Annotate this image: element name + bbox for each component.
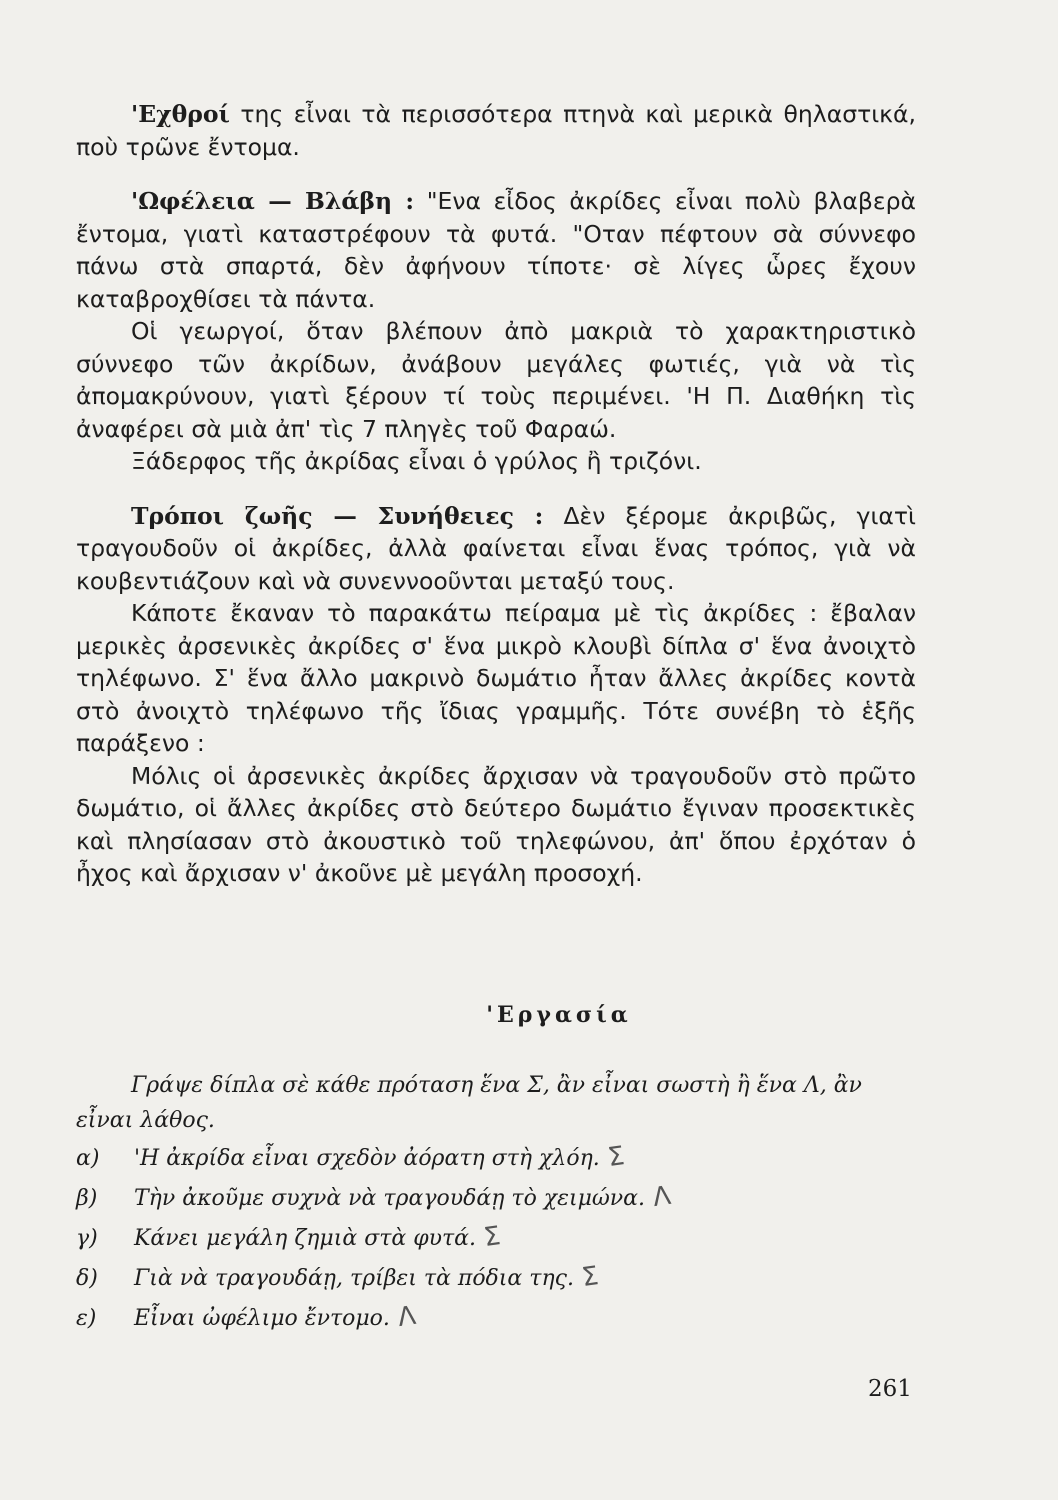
paragraph-result: Μόλις οἱ ἀρσενικὲς ἀκρίδες ἄρχισαν νὰ τραγουδοῦν στὸ πρῶτο δωμάτιο, οἱ ἄλλες ἀκρίδες στὸ δεύτερο δωμάτιο ἔγιναν προσεκτικὲς καὶ πλησίασαν στὸ ἀκουστικὸ τοῦ τηλεφώνου, ἀπ' ὅπου ἐρχόταν ὁ ἦχος καὶ ἄρχισαν ν' ἀκοῦνε μὲ μεγάλη προσοχή. [76, 761, 916, 887]
heading-enemies: 'Εχθροί [131, 100, 230, 128]
item-text: Κάνει μεγάλη ζημιὰ στὰ φυτά. [134, 1226, 477, 1251]
paragraph-benefit-harm [76, 185, 916, 315]
item-text: Τὴν ἀκοῦμε συχνὰ νὰ τραγουδάῃ τὸ χειμώνα. [134, 1186, 646, 1211]
exercise-item [76, 1138, 926, 1178]
handwritten-mark: Σ [605, 1141, 627, 1174]
paragraph-farmers: Οἱ γεωργοί, ὅταν βλέπουν ἀπὸ μακριὰ τὸ χαρακτηριστικὸ σύννεφο τῶν ἀκρίδων, ἀνάβουν μεγάλες φωτιές, γιὰ νὰ τὶς ἀπομακρύνουν, γιατὶ ξέρουν τί τοὺς περιμένει. 'Η Π. Διαθήκη τὶς ἀναφέρει σὰ μιὰ ἀπ' τὶς 7 πληγὲς τοῦ Φαραώ. [76, 317, 916, 443]
exercise-block [76, 1068, 926, 1338]
body-text [76, 98, 916, 890]
text-benefit-harm: "Ενα εἶδος ἀκρίδες εἶναι πολὺ βλαβερὰ ἔντομα, γιατὶ καταστρέφουν τὰ φυτά. "Οταν πέφτουν σὰ σύννεφο πάνω στὰ σπαρτά, δὲν ἀφήνουν τίποτε· σὲ λίγες ὧρες ἔχουν καταβροχθίσει τὰ πάντα. [76, 187, 917, 313]
exercise-title: 'Εργασία [486, 1002, 632, 1028]
item-label: γ) [76, 1226, 98, 1251]
handwritten-mark: Σ [481, 1221, 503, 1254]
page-number: 261 [868, 1376, 912, 1402]
paragraph-habits [76, 500, 916, 598]
heading-habits: Τρόποι ζωῆς — Συνήθειες : [131, 501, 544, 530]
handwritten-mark: Λ [395, 1300, 418, 1334]
item-text: 'Η ἀκρίδα εἶναι σχεδὸν ἀόρατη στὴ χλόη. [134, 1146, 600, 1171]
handwritten-mark: Λ [650, 1180, 673, 1214]
item-label: δ) [76, 1266, 98, 1291]
text-habits: Δὲν ξέρομε ἀκριβῶς, γιατὶ τραγουδοῦν οἱ ἀκρίδες, ἀλλὰ φαίνεται εἶναι ἕνας τρόπος, γιὰ νὰ κουβεντιάζουν καὶ νὰ συνεννοοῦνται μεταξύ τους. [76, 501, 916, 595]
exercise-instruction: Γράψε δίπλα σὲ κάθε πρόταση ἕνα Σ, ἂν εἶναι σωστὴ ἢ ἕνα Λ, ἂν εἶναι λάθος. [76, 1073, 862, 1133]
exercise-item [76, 1178, 926, 1218]
item-label: ε) [76, 1306, 97, 1331]
handwritten-mark: Σ [579, 1261, 601, 1294]
exercise-item [76, 1298, 926, 1338]
item-label: α) [76, 1146, 100, 1171]
paragraph-enemies [76, 98, 916, 163]
item-text: Γιὰ νὰ τραγουδάῃ, τρίβει τὰ πόδια της. [134, 1266, 574, 1291]
paragraph-experiment: Κάποτε ἔκαναν τὸ παρακάτω πείραμα μὲ τὶς ἀκρίδες : ἔβαλαν μερικὲς ἀρσενικὲς ἀκρίδες σ' ἕνα μικρὸ κλουβὶ δίπλα σ' ἕνα ἀνοιχτὸ τηλέφωνο. Σ' ἕνα ἄλλο μακρινὸ δωμάτιο ἦταν ἄλλες ἀκρίδες κοντὰ στὸ ἀνοιχτὸ τηλέφωνο τῆς ἴδιας γραμμῆς. Τότε συνέβη τὸ ἑξῆς παράξενο : [76, 599, 916, 757]
exercise-item [76, 1258, 926, 1298]
paragraph-cricket: Ξάδερφος τῆς ἀκρίδας εἶναι ὁ γρύλος ἢ τριζόνι. [131, 447, 702, 475]
heading-benefit-harm: 'Ωφέλεια — Βλάβη : [131, 187, 415, 215]
text-enemies: της εἶναι τὰ περισσότερα πτηνὰ καὶ μερικὰ θηλαστικά, ποὺ τρῶνε ἔντομα. [76, 100, 916, 161]
exercise-item [76, 1218, 926, 1258]
item-text: Εἶναι ὠφέλιμο ἔντομο. [134, 1306, 390, 1331]
item-label: β) [76, 1186, 98, 1211]
